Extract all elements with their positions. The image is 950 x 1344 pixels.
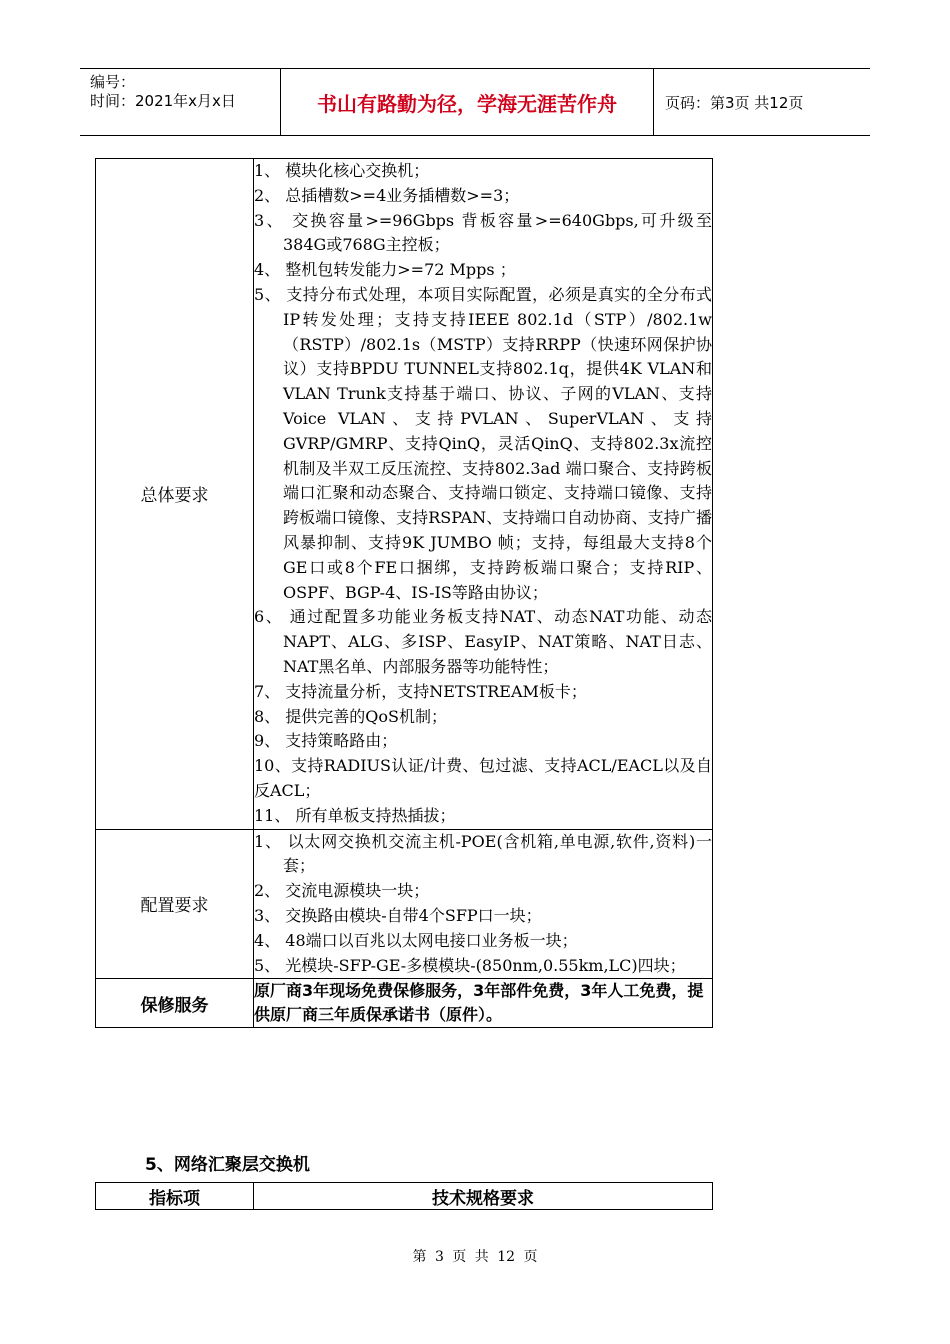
table-row-warranty [96,979,713,1028]
list-item: 11、 所有单板支持热插拔； [254,805,456,825]
column-header-spec: 技术规格要求 [254,1183,713,1210]
row-label: 配置要求 [96,829,254,979]
list-item: 9、 支持策略路由； [254,731,398,751]
section-title: 5、网络汇聚层交换机 [145,1155,310,1175]
row-label: 保修服务 [96,979,254,1028]
list-item: 6、 通过配置多功能业务板支持NAT、动态NAT功能、动态NAPT、ALG、多ISP、EasyIP、NAT策略、NAT日志、NAT黑名单、内部服务器等功能特性； [254,607,712,676]
table-row-config [96,829,713,979]
list-item: 4、 48端口以百兆以太网电接口业务板一块； [254,930,578,950]
list-item: 7、 支持流量分析，支持NETSTREAM板卡； [254,681,587,701]
table-header-row [96,1183,713,1210]
list-item: 3、 交换路由模块-自带4个SFP口一块； [254,905,542,925]
column-header-indicator: 指标项 [96,1183,254,1210]
list-item: 2、 交流电源模块一块； [254,881,430,901]
table-row-overall [96,159,713,830]
list-item: 5、 支持分布式处理，本项目实际配置，必须是真实的全分布式IP转发处理；支持支持IEEE 802.1d（STP）/802.1w（RSTP）/802.1s（MSTP）支持RRPP（快速环网保护协议）支持BPDU TUNNEL支持802.1q，提供4K VLAN和VLAN Trunk支持基于端口、协议、子网的VLAN、支持Voice VLAN、支持PVLAN、SuperVLAN、支持GVRP/GMRP、支持QinQ，灵活QinQ、支持802.3x流控机制及半双工反压流控、支持802.3ad 端口聚合、支持跨板端口汇聚和动态聚合、支持端口锁定、支持端口镜像、支持跨板端口镜像、支持RSPAN、支持端口自动协商、支持广播风暴抑制、支持9K JUMBO 帧；支持，每组最大支持8个GE口或8个FE口捆绑，支持跨板端口聚合；支持RIP、OSPF、BGP-4、IS-IS等路由协议； [254,284,712,602]
header-meta [80,69,281,135]
header-motto: 书山有路勤为径，学海无涯苦作舟 [281,69,654,135]
page-header [80,68,870,136]
list-item: 3、 交换容量>=96Gbps 背板容量>=640Gbps,可升级至384G或768G主控板； [254,210,712,255]
list-item: 1、 以太网交换机交流主机-POE(含机箱,单电源,软件,资料)一套； [254,831,712,876]
warranty-text: 原厂商3年现场免费保修服务，3年部件免费，3年人工免费，提供原厂商三年质保承诺书（原件）。 [254,979,713,1028]
list-item: 1、 模块化核心交换机； [254,161,430,180]
page-footer: 第 3 页 共 12 页 [412,1249,538,1265]
list-item: 4、 整机包转发能力>=72 Mpps ； [254,260,516,280]
list-item: 5、 光模块-SFP-GE-多模模块-(850nm,0.55km,LC)四块； [254,955,686,975]
list-item: 10、支持RADIUS认证/计费、包过滤、支持ACL/EACL以及自反ACL； [254,756,712,800]
row-content [254,829,713,979]
spec-table-2 [95,1182,713,1210]
list-item: 8、 提供完善的QoS机制； [254,706,447,726]
time-label: 时间：2021年x月x日 [90,92,236,110]
list-item: 2、 总插槽数>=4业务插槽数>=3； [254,185,520,205]
doc-number-label: 编号： [90,73,136,91]
row-label: 总体要求 [96,159,254,830]
row-content [254,159,713,830]
header-page-info: 页码：第3页 共12页 [665,93,804,112]
spec-table [95,158,713,1028]
